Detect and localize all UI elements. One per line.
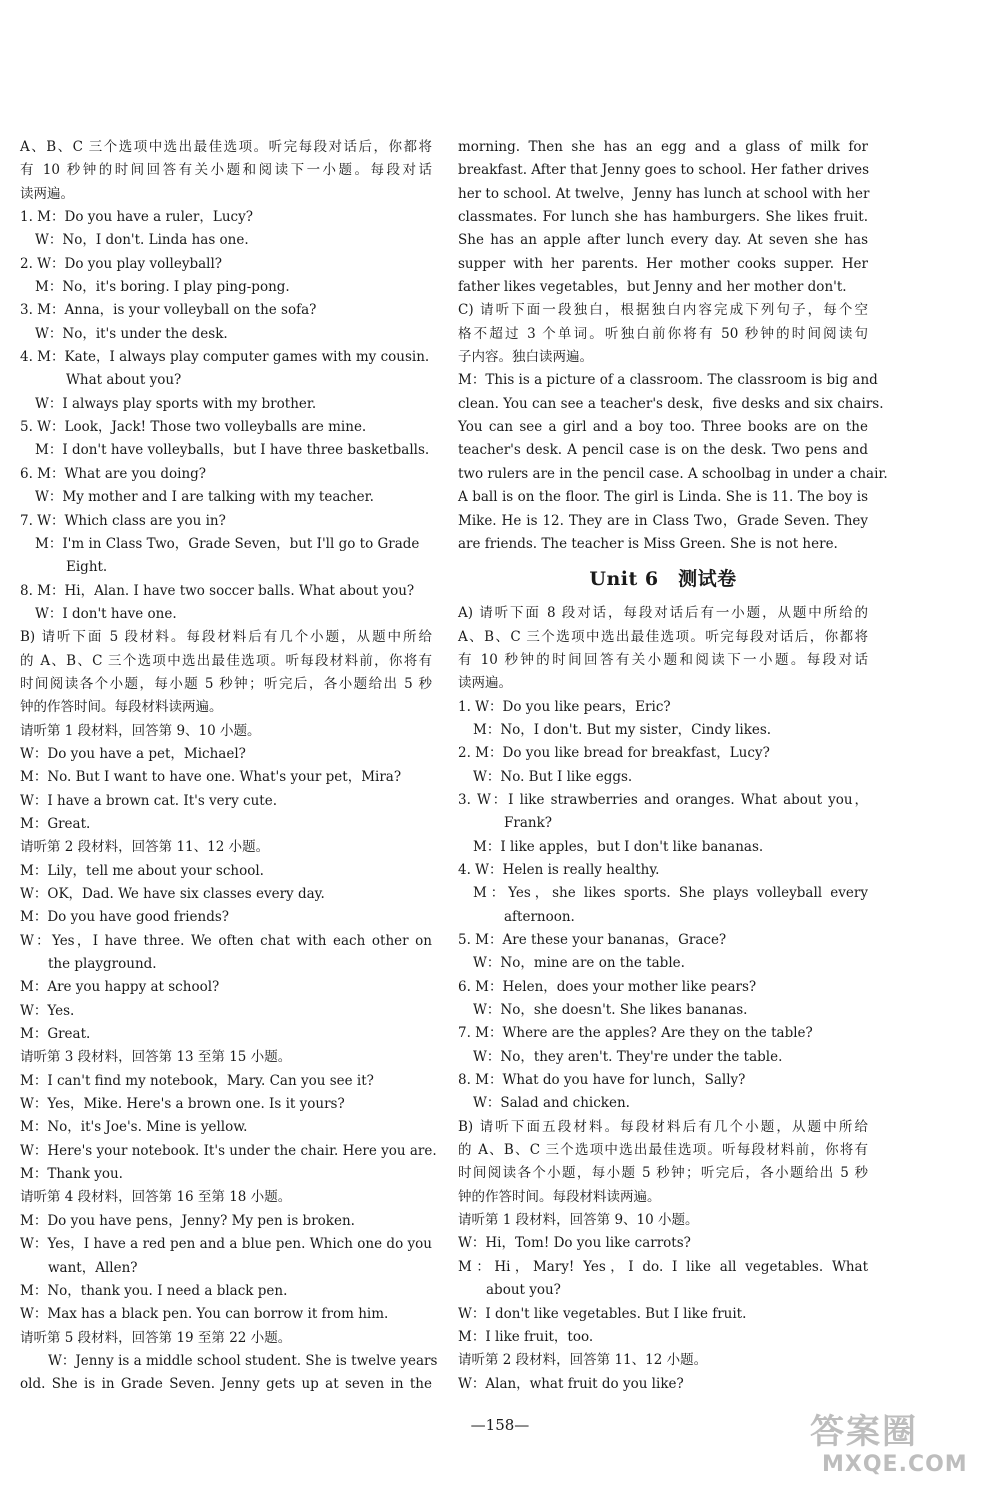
text-line: old. She is in Grade Seven. Jenny gets up at seven in the xyxy=(20,1376,432,1393)
text-line: 8. M：What do you have for lunch，Sally? xyxy=(458,1072,746,1089)
text-line: are friends. The teacher is Miss Green. She is not here. xyxy=(458,535,838,552)
text-line: 8. M：Hi，Alan. I have two soccer balls. What about you? xyxy=(20,582,415,599)
text-line: 时间阅读各个小题，每小题 5 秒钟；听完后，各小题给出 5 秒 xyxy=(20,675,432,692)
text-line: M：Yes，she likes sports. She plays volleyball every xyxy=(473,885,868,902)
text-line: 有 10 秒钟的时间回答有关小题和阅读下一小题。每段对话 xyxy=(20,162,432,179)
text-line: B) 请听下面五段材料。每段材料后有几个小题，从题中所给 xyxy=(458,1118,868,1135)
text-line: teacher's desk. A pencil case is on the desk. Two pens and xyxy=(458,442,868,459)
text-line: 读两遍。 xyxy=(458,675,512,692)
text-line: M：Do you have pens，Jenny? My pen is broken. xyxy=(20,1212,355,1229)
text-line: M：No，it's boring. I play ping-pong. xyxy=(35,279,290,296)
text-line: W：I don't have one. xyxy=(35,605,177,622)
text-line: 的 A、B、C 三个选项中选出最佳选项。听每段材料前，你将有 xyxy=(20,652,432,669)
text-line: Mike. He is 12. They are in Class Two，Grade Seven. They xyxy=(458,512,868,529)
text-line: M：Great. xyxy=(20,815,91,832)
text-line: about you? xyxy=(486,1282,561,1299)
text-line: 读两遍。 xyxy=(20,185,74,202)
text-line: A、B、C 三个选项中选出最佳选项。听完每段对话后，你都将 xyxy=(458,628,868,645)
text-line: 3. M：Anna，is your volleyball on the sofa? xyxy=(20,302,317,319)
text-line: W：No，it's under the desk. xyxy=(35,325,228,342)
text-line: W：Yes，I have a red pen and a blue pen. Which one do you xyxy=(20,1236,432,1253)
text-line: 2. W：Do you play volleyball? xyxy=(20,255,223,272)
text-line: morning. Then she has an egg and a glass of milk for xyxy=(458,139,868,155)
left-column xyxy=(20,136,438,1397)
text-line: 格不超过 3 个单词。听独白前你将有 50 秒钟的时间阅读句 xyxy=(458,325,868,342)
text-line: classmates. For lunch she has hamburgers. She likes fruit. xyxy=(458,209,868,226)
text-line: 4. M：Kate，I always play computer games with my cousin. xyxy=(20,349,430,366)
text-line: Eight. xyxy=(66,559,108,576)
page-number: —158— xyxy=(470,1416,530,1434)
text-line: W：No，I don't. Linda has one. xyxy=(35,232,249,249)
text-line: W：OK，Dad. We have six classes every day. xyxy=(20,886,325,902)
text-line: M：This is a picture of a classroom. The classroom is big and xyxy=(458,372,878,389)
text-line: 1. M：Do you have a ruler，Lucy? xyxy=(20,209,253,226)
text-line: 请听第 5 段材料，回答第 19 至第 22 小题。 xyxy=(20,1329,292,1346)
text-line: A ball is on the floor. The girl is Linda. She is 11. The boy is xyxy=(458,489,868,506)
text-line: M：Great. xyxy=(20,1026,91,1043)
text-line: 请听第 2 段材料，回答第 11、12 小题。 xyxy=(458,1352,708,1369)
text-line: 7. M：Where are the apples? Are they on the table? xyxy=(458,1025,813,1042)
text-line: W：Hi，Tom! Do you like carrots? xyxy=(458,1235,691,1252)
text-line: 6. M：Helen，does your mother like pears? xyxy=(458,978,757,995)
text-line: 钟的作答时间。每段材料读两遍。 xyxy=(20,699,223,716)
text-line: W：Jenny is a middle school student. She is twelve years xyxy=(48,1352,438,1369)
text-line: 2. M：Do you like bread for breakfast，Lucy? xyxy=(458,745,770,762)
text-line: 6. M：What are you doing? xyxy=(20,465,207,482)
text-line: She has an apple after lunch every day. At seven she has xyxy=(458,232,868,249)
text-line: the playground. xyxy=(48,956,157,973)
text-line: W：My mother and I are talking with my teacher. xyxy=(35,489,374,506)
watermark-url: MXQE.COM xyxy=(822,1452,968,1477)
text-line: 有 10 秒钟的时间回答有关小题和阅读下一小题。每段对话 xyxy=(458,651,868,668)
text-line: 的 A、B、C 三个选项中选出最佳选项。听每段材料前，你将有 xyxy=(458,1142,868,1159)
text-line: W：Salad and chicken. xyxy=(473,1095,630,1112)
text-line: M：Thank you. xyxy=(20,1166,123,1183)
text-line: M：No，it's Joe's. Mine is yellow. xyxy=(20,1119,248,1136)
text-line: W：Here's your notebook. It's under the chair. Here you are. xyxy=(20,1142,437,1159)
text-line: 5. M：Are these your bananas，Grace? xyxy=(458,932,727,948)
text-line: her to school. At twelve，Jenny has lunch at school with her xyxy=(458,185,870,202)
text-line: W：Yes，I have three. We often chat with each other on xyxy=(20,932,432,949)
text-line: W：Do you have a pet，Michael? xyxy=(20,745,246,762)
text-line: 请听第 4 段材料，回答第 16 至第 18 小题。 xyxy=(20,1189,292,1206)
text-line: A) 请听下面 8 段对话，每段对话后有一小题，从题中所给的 xyxy=(458,605,868,622)
text-line: W：Yes. xyxy=(20,1002,75,1019)
text-line: M：I like fruit，too. xyxy=(458,1328,594,1345)
text-line: breakfast. After that Jenny goes to school. Her father drives xyxy=(458,162,870,179)
text-line: M：Are you happy at school? xyxy=(20,979,220,996)
text-line: 钟的作答时间。每段材料读两遍。 xyxy=(458,1188,661,1205)
text-line: W：I don't like vegetables. But I like fruit. xyxy=(458,1305,747,1322)
right-column xyxy=(458,136,888,1396)
watermark-text: 答案圈 xyxy=(810,1412,918,1452)
text-line: 4. W：Helen is really healthy. xyxy=(458,861,660,878)
watermark-logo xyxy=(810,1412,992,1482)
text-line: clean. You can see a teacher's desk，five desks and six chairs. xyxy=(458,395,884,412)
text-line: 请听第 2 段材料，回答第 11、12 小题。 xyxy=(20,839,270,856)
text-line: You can see a girl and a boy too. Three books are on the xyxy=(458,419,868,436)
text-line: C) 请听下面一段独白，根据独白内容完成下列句子，每个空 xyxy=(458,302,868,319)
text-line: M：I like apples，but I don't like bananas. xyxy=(473,838,764,855)
text-line: M：No，I don't. But my sister，Cindy likes. xyxy=(473,721,772,738)
text-line: 请听第 1 段材料，回答第 9、10 小题。 xyxy=(20,722,261,739)
text-line: B) 请听下面 5 段材料。每段材料后有几个小题，从题中所给 xyxy=(20,629,432,646)
text-line: 请听第 3 段材料，回答第 13 至第 15 小题。 xyxy=(20,1049,292,1066)
text-line: W：No，she doesn't. She likes bananas. xyxy=(473,1002,748,1019)
text-line: W：Alan，what fruit do you like? xyxy=(458,1375,684,1392)
text-line: 1. W：Do you like pears，Eric? xyxy=(458,698,671,715)
text-line: W：I have a brown cat. It's very cute. xyxy=(20,792,278,809)
text-line: M：Do you have good friends? xyxy=(20,909,230,926)
text-line: M：I can't find my notebook，Mary. Can you see it? xyxy=(20,1072,374,1089)
text-line: W：No，mine are on the table. xyxy=(473,955,685,972)
text-line: two rulers are in the pencil case. A schoolbag in under a chair. xyxy=(458,465,888,482)
text-line: M：Hi，Mary! Yes，I do. I like all vegetables. What xyxy=(458,1258,868,1275)
text-line: M：I'm in Class Two，Grade Seven，but I'll go to Grade xyxy=(35,535,420,552)
text-line: 请听第 1 段材料，回答第 9、10 小题。 xyxy=(458,1212,699,1229)
section-title: Unit 6 测试卷 xyxy=(589,568,737,591)
text-line: W：No，they aren't. They're under the table. xyxy=(473,1048,783,1065)
text-line: 3. W：I like strawberries and oranges. What about you， xyxy=(458,791,868,808)
text-line: 时间阅读各个小题，每小题 5 秒钟；听完后，各小题给出 5 秒 xyxy=(458,1165,868,1182)
text-line: M：Lily，tell me about your school. xyxy=(20,862,264,879)
text-line: M：No. But I want to have one. What's your pet，Mira? xyxy=(20,769,402,786)
text-line: 5. W：Look，Jack! Those two volleyballs are mine. xyxy=(20,419,367,436)
text-line: W：I always play sports with my brother. xyxy=(35,395,317,412)
text-line: What about you? xyxy=(66,372,182,389)
text-line: M：No，thank you. I need a black pen. xyxy=(20,1282,288,1299)
text-line: want，Allen? xyxy=(48,1259,138,1276)
text-line: W：No. But I like eggs. xyxy=(473,768,633,785)
text-line: 7. W：Which class are you in? xyxy=(20,512,226,529)
text-line: A、B、C 三个选项中选出最佳选项。听完每段对话后，你都将 xyxy=(20,139,432,155)
text-line: 子内容。独白读两遍。 xyxy=(458,349,593,366)
text-line: supper with her parents. Her mother cooks supper. Her xyxy=(458,255,868,272)
text-line: afternoon. xyxy=(504,908,575,925)
text-line: W：Yes，Mike. Here's a brown one. Is it yours? xyxy=(20,1096,345,1113)
text-line: father likes vegetables，but Jenny and her mother don't. xyxy=(458,279,847,296)
text-line: M：I don't have volleyballs，but I have three basketballs. xyxy=(35,442,430,459)
text-line: W：Max has a black pen. You can borrow it from him. xyxy=(20,1306,389,1323)
text-line: Frank? xyxy=(504,815,552,832)
